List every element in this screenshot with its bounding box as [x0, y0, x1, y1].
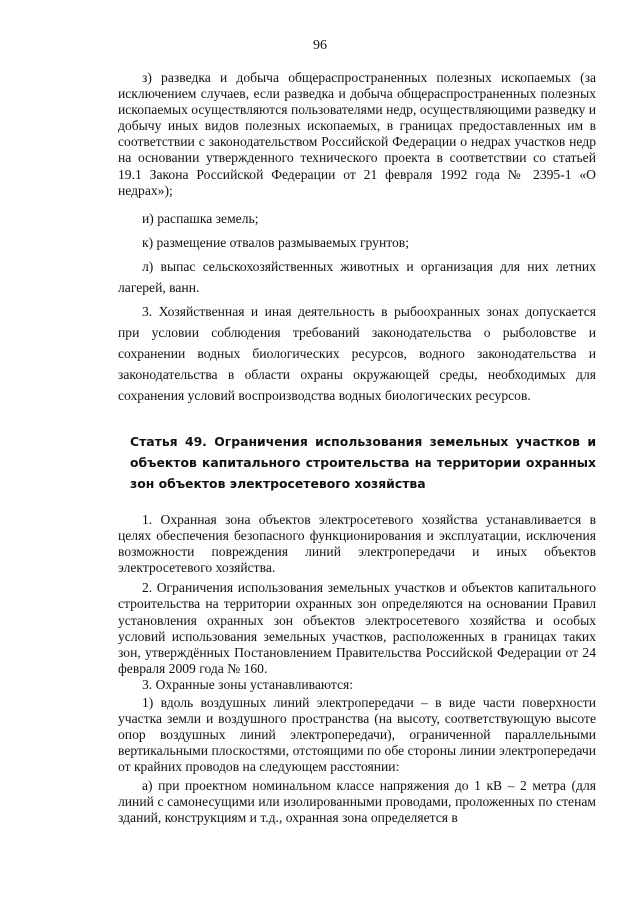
paragraph-item-l: л) выпас сельскохозяйственных животных и организация для них летних лагерей, ванн.: [118, 259, 596, 295]
paragraph-2: 2. Ограничения использования земельных участков и объектов капитального строительства на территории охранных зон определяются на основании Правил установления охранных зон объектов электросетевого хозяйства и особых условий использования земельных участков, расположенных в границах таких зон, утверждённых Постановлением Правительства Российской Федерации от 24 февраля 2009 года № 160.: [118, 580, 596, 676]
paragraph-5: а) при проектном номинальном классе напряжения до 1 кВ – 2 метра (для линий с самонесущими или изолированными проводами, проложенных по стенам зданий, конструкциям и т.д., охранная зона определяется в: [118, 777, 596, 825]
paragraph-1: 1. Охранная зона объектов электросетевого хозяйства устанавливается в целях обеспечения безопасного функционирования и эксплуатации, исключения возможности повреждения линий электропередачи и иных объектов электросетевого хозяйства.: [118, 512, 596, 576]
paragraph-item-k: к) размещение отвалов размываемых грунтов;: [142, 235, 410, 250]
paragraph-point-3: 3. Хозяйственная и иная деятельность в рыбоохранных зонах допускается при условии соблюдения требований законодательства о рыболовстве и сохранении водных биологических ресурсов, водного законодательства и законодательства в области охраны окружающей среды, необходимых для сохранения условий воспроизводства водных биологических ресурсов.: [118, 304, 596, 403]
paragraph-item-z: з) разведка и добыча общераспространенных полезных ископаемых (за исключением случаев, если разведка и добыча общераспространенных полезных ископаемых осуществляются пользователями недр, осуществляющими разведку и добычу иных видов полезных ископаемых, в границах предоставленных им в соответствии с законодательством Российской Федерации о недрах участков недр на основании утвержденного технического проекта в соответствии со статьей 19.1 Закона Российской Федерации от 21 февраля 1992 года № 2395-1 «О недрах»);: [118, 70, 596, 198]
list-continuation: [118, 70, 596, 199]
paragraph-3: 3. Охранные зоны устанавливаются:: [142, 676, 354, 692]
article-body: [118, 512, 596, 826]
article-heading: Статья 49. Ограничения использования земельных участков и объектов капитального строительства на территории охранных зон объектов электросетевого хозяйства: [130, 434, 596, 491]
list-items-block: [118, 208, 596, 406]
paragraph-item-i: и) распашка земель;: [142, 211, 259, 226]
paragraph-4: 1) вдоль воздушных линий электропередачи – в виде части поверхности участка земли и воздушного пространства (на высоту, соответствующую высоте опор воздушных линий электропередачи), ограниченной параллельными вертикальными плоскостями, отстоящими по обе стороны линии электропередачи от крайних проводов на следующем расстоянии:: [118, 695, 596, 775]
page-number: 96: [313, 38, 327, 53]
